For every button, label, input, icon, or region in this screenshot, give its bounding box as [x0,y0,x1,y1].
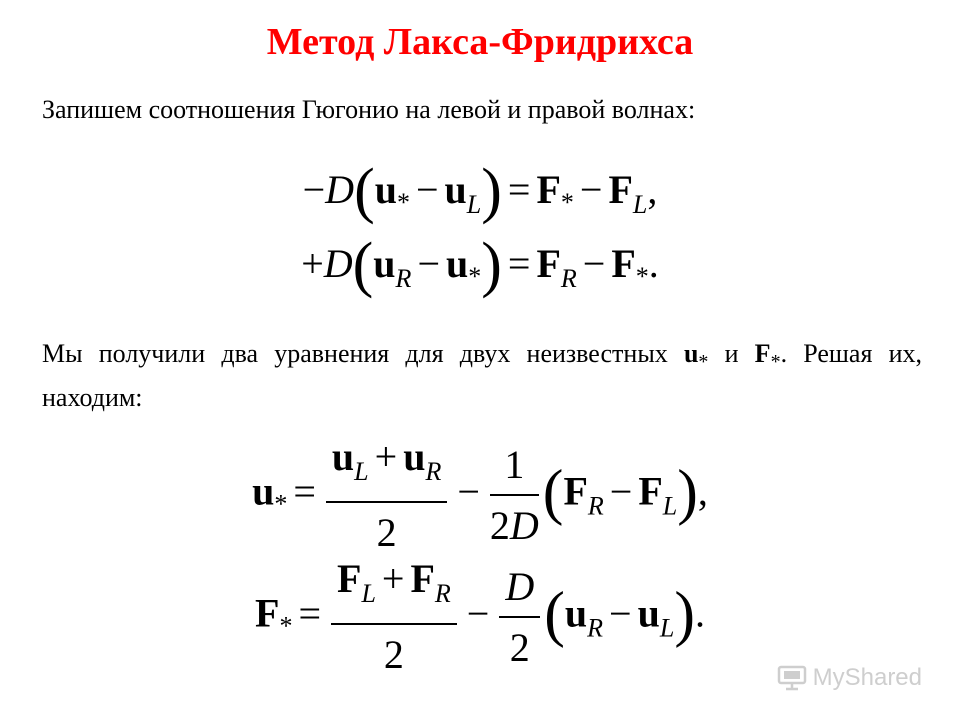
subscript-L: L [361,579,376,608]
left-paren: ( [544,580,565,649]
two: 2 [489,502,510,548]
star-subscript: * [279,611,293,641]
F-symbol: F [410,556,435,601]
hugoniot-left-equation [0,157,960,235]
subscript-R: R [395,264,412,293]
minus-op: − [417,241,440,286]
numerator: D [505,563,535,609]
u-symbol: u [252,468,275,514]
watermark [777,664,922,692]
star-subscript: * [396,188,410,217]
minus-op: − [415,167,439,212]
subscript-L: L [466,190,482,219]
period: . [648,241,659,286]
star-subscript: * [770,351,781,373]
minus-op: − [582,241,606,286]
slide-title: Метод Лакса-Фридрихса [266,21,694,63]
u-symbol: u [444,167,467,212]
numerator [326,430,447,501]
F-symbol: F [608,167,633,212]
F-symbol: F [611,241,636,286]
hugoniot-right-equation [0,231,960,309]
minus-op: − [579,167,603,212]
watermark-prefix: My [812,664,845,691]
F-symbol: F [563,468,588,514]
F-symbol: F [638,468,663,514]
equals-op: = [507,167,531,212]
left-paren: ( [352,231,374,299]
minus-op: − [609,468,633,514]
denominator: 2 [383,632,404,677]
subscript-L: L [659,613,675,643]
denominator [490,496,539,554]
minus-op: − [609,590,632,636]
subscript-R: R [560,264,577,293]
paragraph-text: Мы получили два уравнения для двух неизвестных [42,339,684,368]
u-symbol: u [374,167,397,212]
right-paren: ) [677,458,698,527]
right-paren: ) [481,157,502,225]
solution-paragraph [42,336,922,416]
wave-speed-D: D [325,167,355,212]
u-symbol: u [331,434,355,479]
subscript-R: R [434,579,451,608]
right-paren: ) [674,580,695,649]
presentation-board-icon [777,665,807,691]
paragraph-end: . Решая их, находим: [42,339,922,412]
denominator: 2 [376,510,397,555]
minus-op: − [457,468,480,514]
sign: − [302,167,326,212]
u-symbol: u [564,590,588,636]
sign: + [301,241,324,286]
u-symbol: u [373,241,396,286]
fraction-one-over-2D [490,438,539,554]
subscript-R: R [587,613,604,643]
left-paren: ( [354,157,375,225]
equals-op: = [507,241,531,286]
period: . [694,590,705,636]
plus-op: + [381,556,405,601]
watermark-suffix: Shared [844,664,922,691]
star-subscript: * [274,489,288,519]
paragraph-and: и [708,339,755,368]
wave-speed-D: D [323,241,353,286]
star-subscript: * [698,351,709,373]
u-symbol: u [446,241,469,286]
denominator: 2 [509,624,530,670]
F-symbol: F [255,590,280,636]
subscript-R: R [425,457,442,486]
subscript-L: L [662,491,678,521]
star-subscript: * [560,188,574,217]
left-paren: ( [542,458,564,527]
u-symbol: u [637,590,660,636]
star-subscript: * [635,262,649,291]
numerator [331,552,457,623]
fraction-D-over-2 [499,560,540,676]
minus-op: − [466,590,490,636]
fraction-average-F [331,552,457,683]
numerator: 1 [504,441,525,487]
equals-op: = [298,590,321,636]
star-subscript: * [468,262,482,291]
F-symbol: F [536,241,561,286]
subscript-L: L [354,457,369,486]
wave-speed-D: D [509,502,539,548]
subscript-R: R [587,491,604,521]
subscript-L: L [632,190,648,219]
u-star-solution [0,430,960,561]
F-symbol: F [337,556,362,601]
comma: , [647,167,658,212]
F-symbol: F [536,167,561,212]
plus-op: + [374,434,398,479]
fraction-average-u [326,430,447,561]
u-symbol: u [683,339,699,368]
u-symbol: u [403,434,426,479]
F-symbol: F [754,339,771,368]
intro-text: Запишем соотношения Гюгонио на левой и правой волнах: [42,95,696,124]
right-paren: ) [481,231,502,299]
equals-op: = [293,468,316,514]
comma: , [697,468,708,514]
